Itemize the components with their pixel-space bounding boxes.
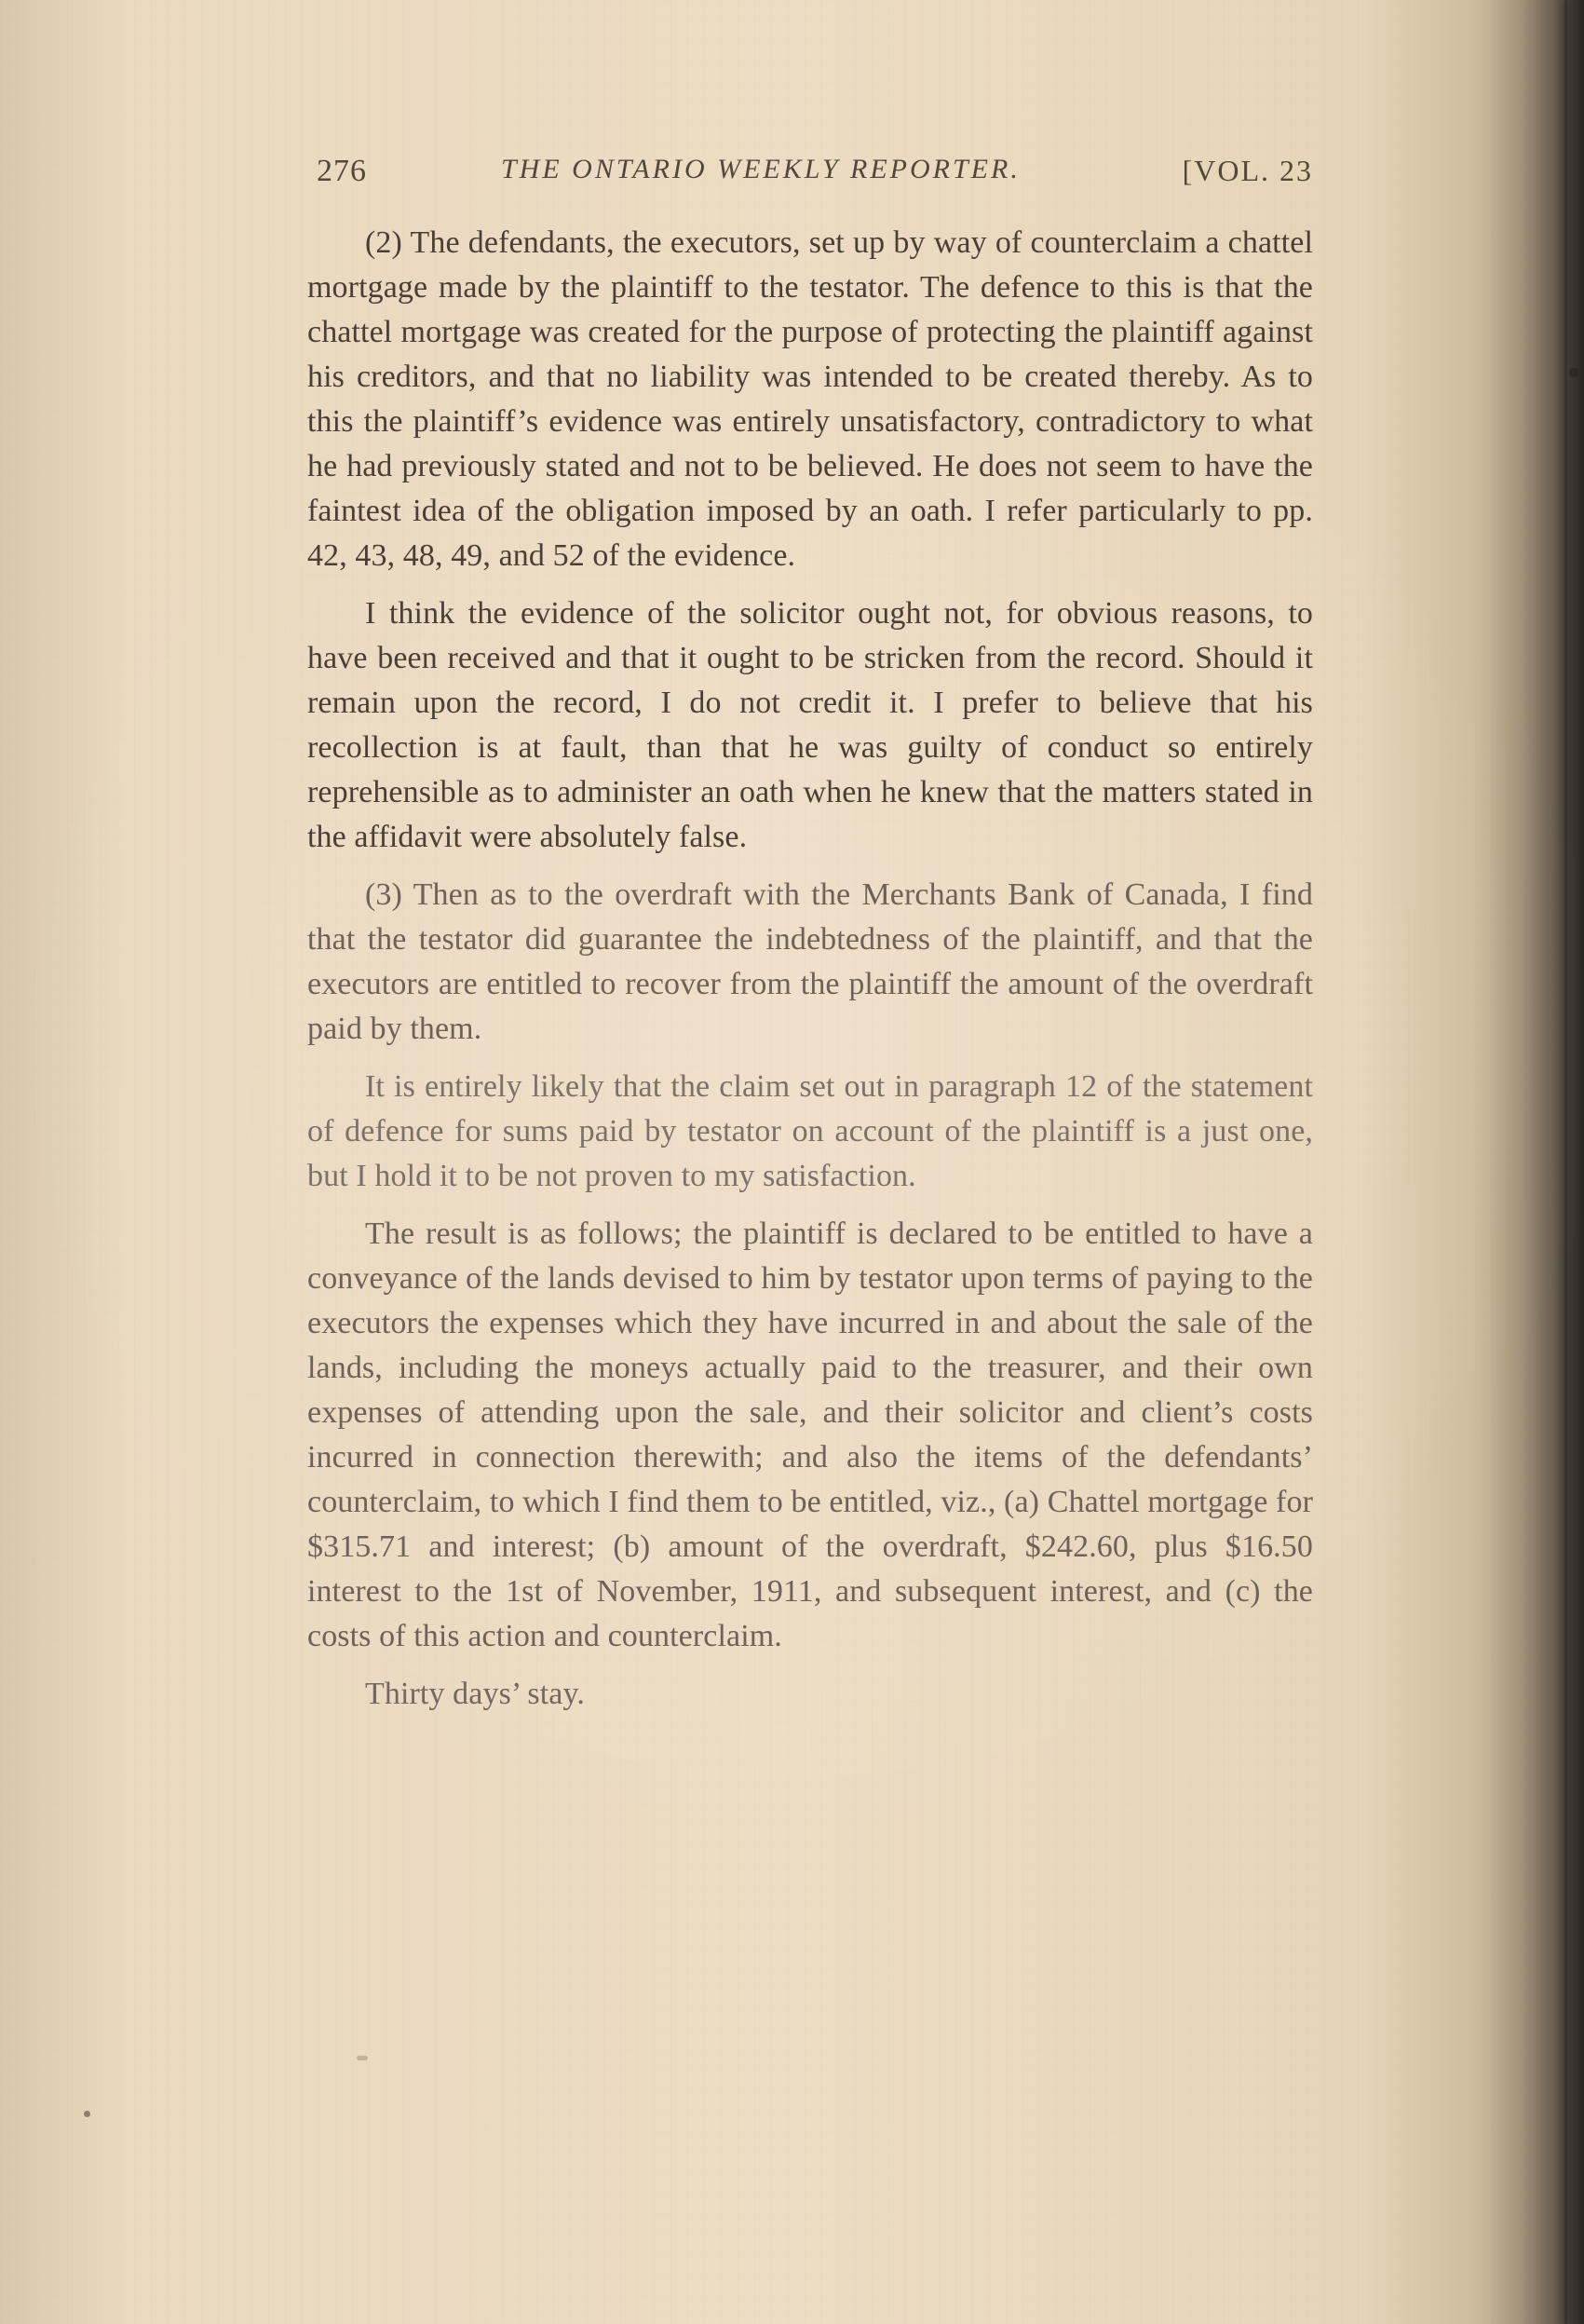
running-head	[307, 144, 1313, 204]
paragraph-overdraft: (3) Then as to the overdraft with the Merchants Bank of Canada, I find that the testator did guarantee the indebtedness of the plaintiff, and that the executors are entitled to recover from the plaintiff the amount of the overdraft paid by them.	[307, 877, 1313, 1046]
volume-label: [VOL. 23	[1182, 154, 1313, 187]
page-content	[307, 144, 1313, 2212]
body-text	[307, 221, 1313, 1730]
page-number: 276	[317, 154, 367, 188]
paragraph-counterclaim: (2) The defendants, the executors, set up by way of counterclaim a chattel mortgage made by the plaintiff to the testator. The defence to this is that the chattel mortgage was created for the purpose of protecting the plaintiff against his creditors, and that no liability was intended to be created thereby. As to this the plaintiff’s evidence was entirely unsatisfactory, contradictory to what he had previously stated and not to be believed. He does not seem to have the faintest idea of the obligation imposed by an oath. I refer particularly to pp. 42, 43, 48, 49, and 52 of the evidence.	[307, 225, 1313, 573]
paragraph-stay: Thirty days’ stay.	[365, 1677, 585, 1711]
paragraph-result: The result is as follows; the plaintiff is declared to be entitled to have a conveyance of the lands devised to him by testator upon terms of paying to the executors the expenses which they have incurred in and about the sale of the lands, including the moneys actually paid to the treasurer, and their own expenses of attending upon the sale, and their solicitor and client’s costs incurred in connection therewith; and also the items of the defendants’ counterclaim, to which I find them to be entitled, viz., (a) Chattel mortgage for $315.71 and interest; (b) amount of the overdraft, $242.60, plus $16.50 interest to the 1st of November, 1911, and subsequent interest, and (c) the costs of this action and counterclaim.	[307, 1216, 1313, 1653]
paragraph-claim-not-proven: It is entirely likely that the claim set out in paragraph 12 of the statement of defence for sums paid by testator on account of the plaintiff is a just one, but I hold it to be not proven to my satisfaction.	[307, 1069, 1313, 1193]
journal-title: THE ONTARIO WEEKLY REPORTER.	[501, 154, 1021, 184]
paper-speck	[84, 2111, 90, 2117]
page-edge-shadow	[1472, 0, 1584, 2324]
paragraph-solicitor-evidence: I think the evidence of the solicitor ought not, for obvious reasons, to have been received and that it ought to be stricken from the record. Should it remain upon the record, I do not credit it. I prefer to believe that his recollection is at fault, than that he was guilty of conduct so entirely reprehensible as to administer an oath when he knew that the matters stated in the affidavit were absolutely false.	[307, 596, 1313, 854]
paper-speck	[1569, 368, 1578, 377]
page-fold-line	[1564, 0, 1567, 2324]
